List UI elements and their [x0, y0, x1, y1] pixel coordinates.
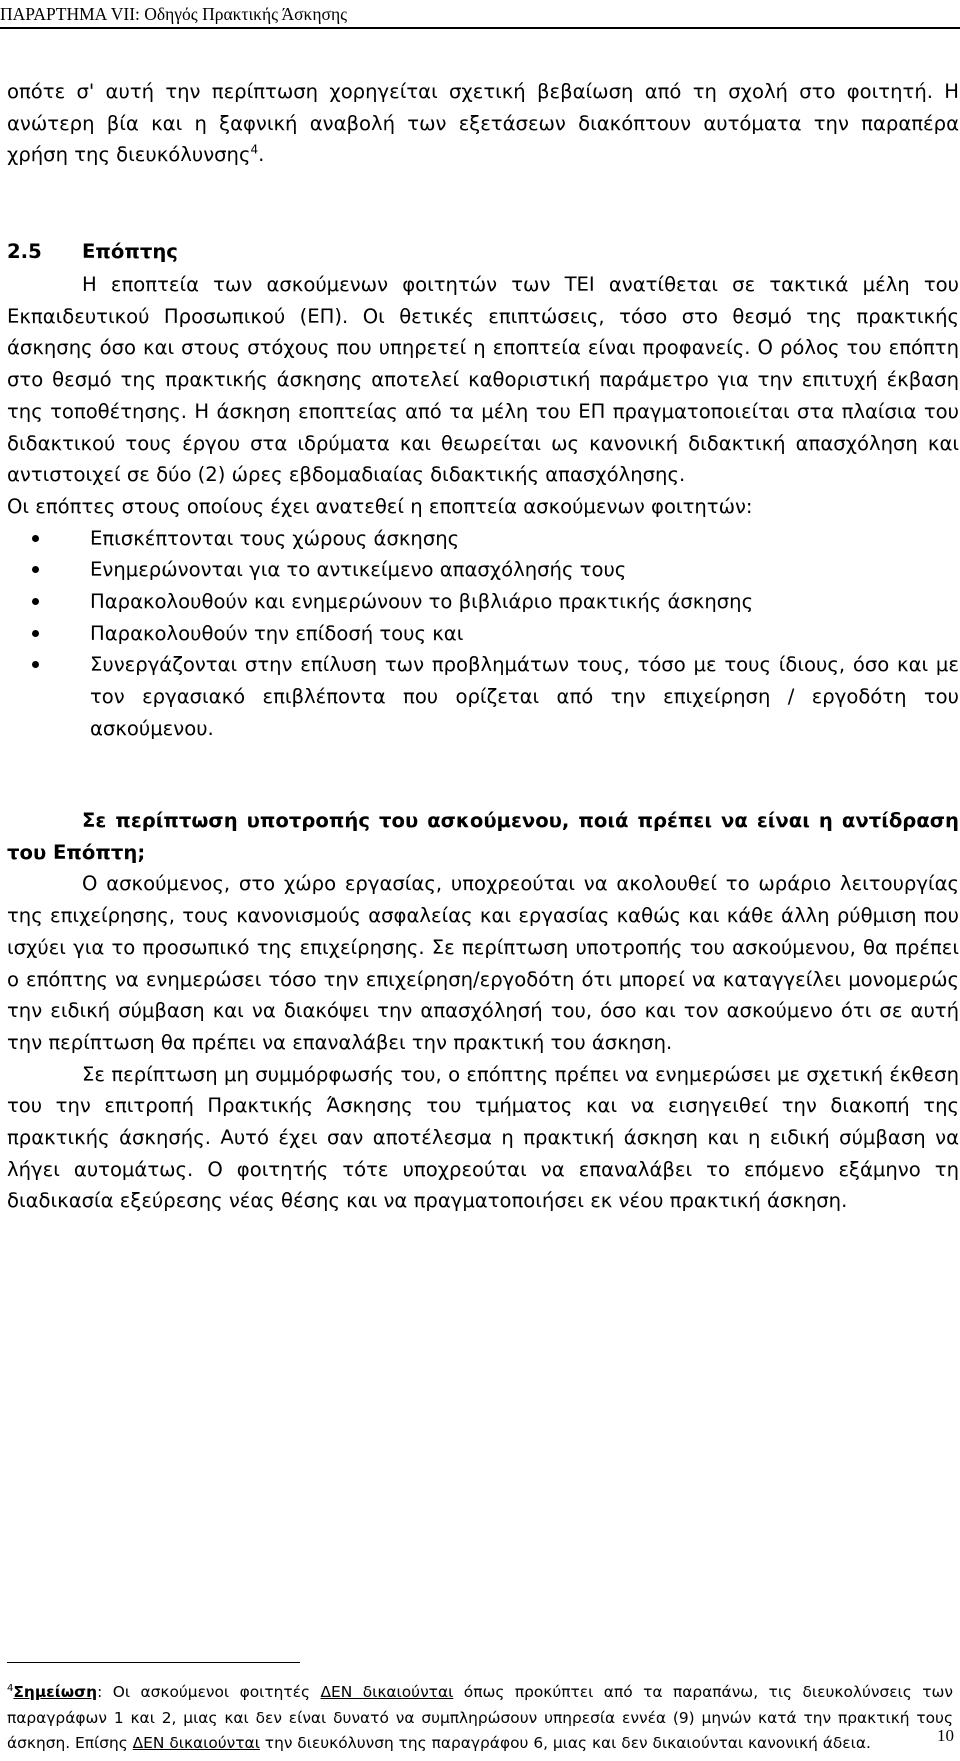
header-rule: [0, 27, 960, 29]
bullet-icon: [32, 661, 39, 668]
list-item: [7, 523, 959, 555]
list-item-text: Παρακολουθούν την επίδοσή τους και: [90, 621, 464, 645]
section-heading: [7, 236, 959, 268]
bullet-icon: [32, 566, 39, 573]
list-item-text: Επισκέπτονται τους χώρους άσκησης: [90, 526, 460, 550]
list-item: [7, 586, 959, 618]
running-header: ΠΑΡΑΡΤΗΜΑ VII: Οδηγός Πρακτικής Άσκησης: [0, 4, 348, 24]
footnote: [7, 1676, 953, 1757]
section-body: [7, 269, 959, 745]
question-heading: Σε περίπτωση υποτροπής του ασκούμενου, ποιά πρέπει να είναι η αντίδραση του Επόπτη;: [7, 809, 959, 864]
footnote-emphasis: ΔΕΝ δικαιούνται: [132, 1734, 260, 1753]
footnote-separator: [7, 1662, 300, 1663]
footnote-label: Σημείωση: [13, 1683, 98, 1702]
list-item: [7, 554, 959, 586]
bullet-icon: [32, 598, 39, 605]
relapse-paragraph: Ο ασκούμενος, στο χώρο εργασίας, υποχρεούται να ακολουθεί το ωράριο λειτουργίας της επιχείρησης, τους κανονισμούς ασφαλείας και εργασίας καθώς και κάθε άλλη ρύθμιση που ισχύει για το προσωπικό της επιχείρησης. Σε περίπτωση υποτροπής του ασκούμενου, θα πρέπει ο επόπτης να ενημερώσει τόσο την επιχείρηση/εργοδότη ότι μπορεί να καταγγείλει μονομερώς την ειδική σύμβαση και να διακόψει την απασχόλησή του, όσο και τον ασκούμενο ότι σε αυτή την περίπτωση θα πρέπει να επαναλάβει την πρακτική του άσκηση.: [7, 872, 959, 1054]
footnote-emphasis: ΔΕΝ δικαιούνται: [320, 1683, 454, 1702]
noncompliance-paragraph: Σε περίπτωση μη συμμόρφωσής του, ο επόπτης πρέπει να ενημερώσει με σχετική έκθεση του την επιτροπή Πρακτικής Άσκησης του τμήματος και να εισηγειθεί την διακοπή της πρακτικής άσκησής. Αυτό έχει σαν αποτέλεσμα η πρακτική άσκηση και η ειδική σύμβαση να λήγει αυτομάτως. Ο φοιτητής τότε υποχρεούται να επαναλάβει το επόμενο εξάμηνο τη διαδικασία εξεύρεσης νέας θέσης και να πραγματοποιήσει εκ νέου πρακτική άσκηση.: [7, 1062, 959, 1213]
footnote-text: την διευκόλυνση της παραγράφου 6, μιας και δεν δικαιούνται κανονική άδεια.: [259, 1734, 871, 1753]
intro-text-end: .: [258, 143, 265, 167]
footnote-number: 4: [7, 1683, 14, 1694]
bullet-icon: [32, 535, 39, 542]
supervisor-duties-list: [7, 523, 959, 745]
relapse-section: [7, 805, 959, 1217]
list-intro: Οι επόπτες στους οποίους έχει ανατεθεί η εποπτεία ασκούμενων φοιτητών:: [7, 494, 753, 518]
list-item-text: Παρακολουθούν και ενημερώνουν το βιβλιάριο πρακτικής άσκησης: [90, 590, 754, 614]
list-item: [7, 649, 959, 744]
page-number: 10: [937, 1726, 954, 1745]
section-title: Επόπτης: [82, 240, 178, 263]
supervision-paragraph: Η εποπτεία των ασκούμενων φοιτητών των ΤΕΙ ανατίθεται σε τακτικά μέλη του Εκπαιδευτικού Προσωπικού (ΕΠ). Οι θετικές επιπτώσεις, τόσο στο θεσμό της πρακτικής άσκησης όσο και στους στόχους που υπηρετεί η εποπτεία είναι προφανείς. Ο ρόλος του επόπτη στο θεσμό της πρακτικής άσκησης αποτελεί καθοριστική παράμετρο για την επιτυχή έκβαση της τοποθέτησης. Η άσκηση εποπτείας από τα μέλη του ΕΠ πραγματοποιείται στα πλαίσια του διδακτικού τους έργου στα ιδρύματα και θεωρείται ως κανονική διδακτική απασχόληση και αντιστοιχεί σε δύο (2) ώρες εβδομαδιαίας διδακτικής απασχόλησης.: [7, 273, 959, 487]
footnote-colon: :: [97, 1683, 103, 1702]
footnote-reference[interactable]: 4: [250, 142, 259, 157]
footnote-text: Οι ασκούμενοι φοιτητές: [102, 1683, 321, 1702]
list-item: [7, 618, 959, 650]
list-item-text: Συνεργάζονται στην επίλυση των προβλημάτων τους, τόσο με τους ίδιους, όσο και με τον εργασιακό επιβλέποντα που ορίζεται από την επιχείρηση / εργοδότη του ασκούμενου.: [90, 653, 959, 740]
footnote-text: όπως προκύπτει από τα παραπάνω, τις διευκολύνσεις των παραγράφων 1 και 2, μιας και δεν είναι δυνατό να συμπληρώσουν υπηρεσία εννέα (9) μηνών κατά την πρακτική τους άσκηση. Επίσης: [7, 1683, 953, 1753]
intro-text: οπότε σ' αυτή την περίπτωση χορηγείται σχετική βεβαίωση από τη σχολή στο φοιτητή. Η ανώτερη βία και η ξαφνική αναβολή των εξετάσεων διακόπτουν αυτόματα την παραπέρα χρήση της διευκόλυνσης: [7, 80, 959, 167]
list-item-text: Ενημερώνονται για το αντικείμενο απασχόλησής τους: [90, 558, 627, 582]
section-number: 2.5: [7, 240, 42, 263]
intro-paragraph: [7, 76, 959, 171]
bullet-icon: [32, 630, 39, 637]
